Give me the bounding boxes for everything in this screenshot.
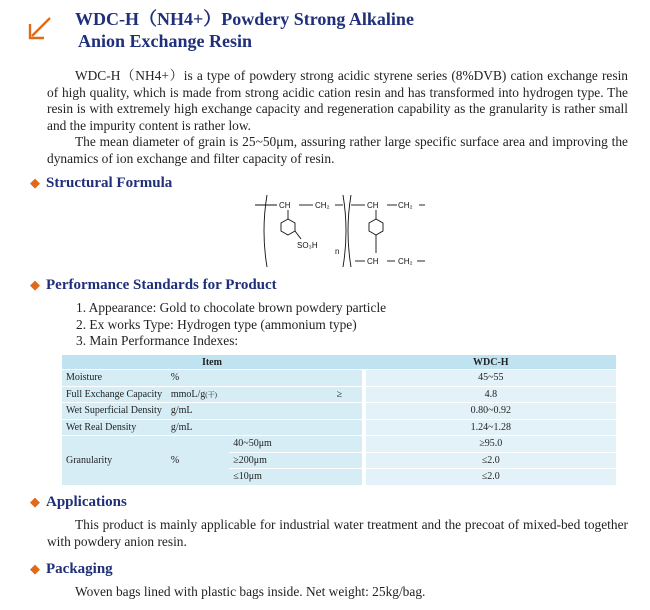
section-heading-text: Applications — [46, 494, 127, 510]
table-cell — [229, 419, 332, 436]
formula-ch-2: CH — [367, 201, 379, 210]
section-heading-text: Packaging — [46, 561, 113, 577]
table-header-row — [62, 355, 616, 370]
table-cell: % — [167, 370, 229, 387]
list-item: 3. Main Performance Indexes: — [76, 333, 239, 348]
table-cell: Moisture — [62, 370, 167, 387]
table-cell: ≤10μm — [229, 469, 362, 486]
section-heading-text: Structural Formula — [46, 175, 173, 191]
table-cell: Wet Superficial Density — [62, 403, 167, 420]
table-cell: 0.80~0.92 — [366, 403, 616, 420]
table-cell: 45~55 — [366, 370, 616, 387]
diamond-bullet-icon: ◆ — [30, 175, 40, 190]
table-cell: 4.8 — [366, 386, 616, 403]
section-heading-performance — [30, 277, 277, 294]
table-cell: 40~50μm — [229, 436, 362, 453]
packaging-paragraph: Woven bags lined with plastic bags inside. Net weight: 25kg/bag. — [75, 584, 426, 599]
applications-paragraph: This product is mainly applicable for industrial water treatment and the precoat of mixed-bed together with powdery anion resin. — [47, 517, 628, 549]
diamond-bullet-icon: ◆ — [30, 494, 40, 509]
formula-ch-1: CH — [279, 201, 291, 210]
table-cell — [229, 386, 332, 403]
diamond-bullet-icon: ◆ — [30, 277, 40, 292]
table-cell: 1.24~1.28 — [366, 419, 616, 436]
title-line-2: Anion Exchange Resin — [78, 31, 253, 51]
table-cell — [333, 419, 362, 436]
packaging-text — [47, 584, 628, 601]
structural-formula — [255, 191, 425, 271]
diamond-bullet-icon: ◆ — [30, 561, 40, 576]
title-line-1: WDC-H（NH4+）Powdery Strong Alkaline — [75, 9, 414, 29]
table-cell: ≥200μm — [229, 452, 362, 469]
intro-paragraph-2: The mean diameter of grain is 25~50μm, assuring rather large specific surface area and improving the dynamics of ion exchange and filter capacity of resin. — [47, 134, 628, 166]
table-header-value: WDC-H — [366, 355, 616, 370]
unit-text: mmoL/g — [170, 388, 206, 400]
formula-ch2-3: CH₂ — [398, 257, 413, 266]
table-cell: g/mL — [167, 419, 229, 436]
table-cell: ≥ — [333, 386, 362, 403]
section-heading-applications — [30, 494, 127, 511]
formula-so3h: SO₃H — [297, 241, 318, 250]
table-cell: ≤2.0 — [366, 469, 616, 486]
table-cell: % — [167, 436, 229, 486]
intro-paragraph-1: WDC-H（NH4+）is a type of powdery strong acidic styrene series (8%DVB) cation exchange resin of high quality, which is made from strong acidic cation resin and has transformed into hydrogen type. The resin is with extremely high exchange capacity and regeneration capability as the granularity is rather small and the impurity content is rather low. — [47, 68, 628, 133]
formula-n: n — [335, 247, 340, 256]
section-heading-text: Performance Standards for Product — [46, 277, 277, 293]
table-cell — [333, 370, 362, 387]
section-heading-structural — [30, 175, 172, 192]
table-cell — [167, 386, 229, 403]
unit-subscript: (干) — [205, 390, 217, 399]
formula-ch2-1: CH₂ — [315, 201, 330, 210]
table-row — [62, 419, 616, 436]
intro-text — [47, 68, 628, 167]
table-cell: g/mL — [167, 403, 229, 420]
formula-ch-3: CH — [367, 257, 379, 266]
performance-list — [76, 300, 386, 350]
list-item: 2. Ex works Type: Hydrogen type (ammonium type) — [76, 316, 357, 332]
page-title — [75, 8, 414, 52]
performance-table — [62, 355, 616, 486]
table-cell: Full Exchange Capacity — [62, 386, 167, 403]
table-cell — [333, 403, 362, 420]
table-row — [62, 386, 616, 403]
formula-ch2-2: CH₂ — [398, 201, 413, 210]
orange-arrow-down-left-icon — [26, 14, 54, 42]
table-cell: Wet Real Density — [62, 419, 167, 436]
table-row — [62, 436, 616, 453]
table-header-item: Item — [62, 355, 362, 370]
table-row — [62, 403, 616, 420]
table-cell: ≤2.0 — [366, 452, 616, 469]
applications-text — [47, 517, 628, 550]
table-cell — [229, 403, 332, 420]
list-item: 1. Appearance: Gold to chocolate brown powdery particle — [76, 300, 387, 315]
table-cell — [229, 370, 332, 387]
table-cell: ≥95.0 — [366, 436, 616, 453]
table-row — [62, 370, 616, 387]
section-heading-packaging — [30, 561, 113, 578]
table-cell: Granularity — [62, 436, 167, 486]
